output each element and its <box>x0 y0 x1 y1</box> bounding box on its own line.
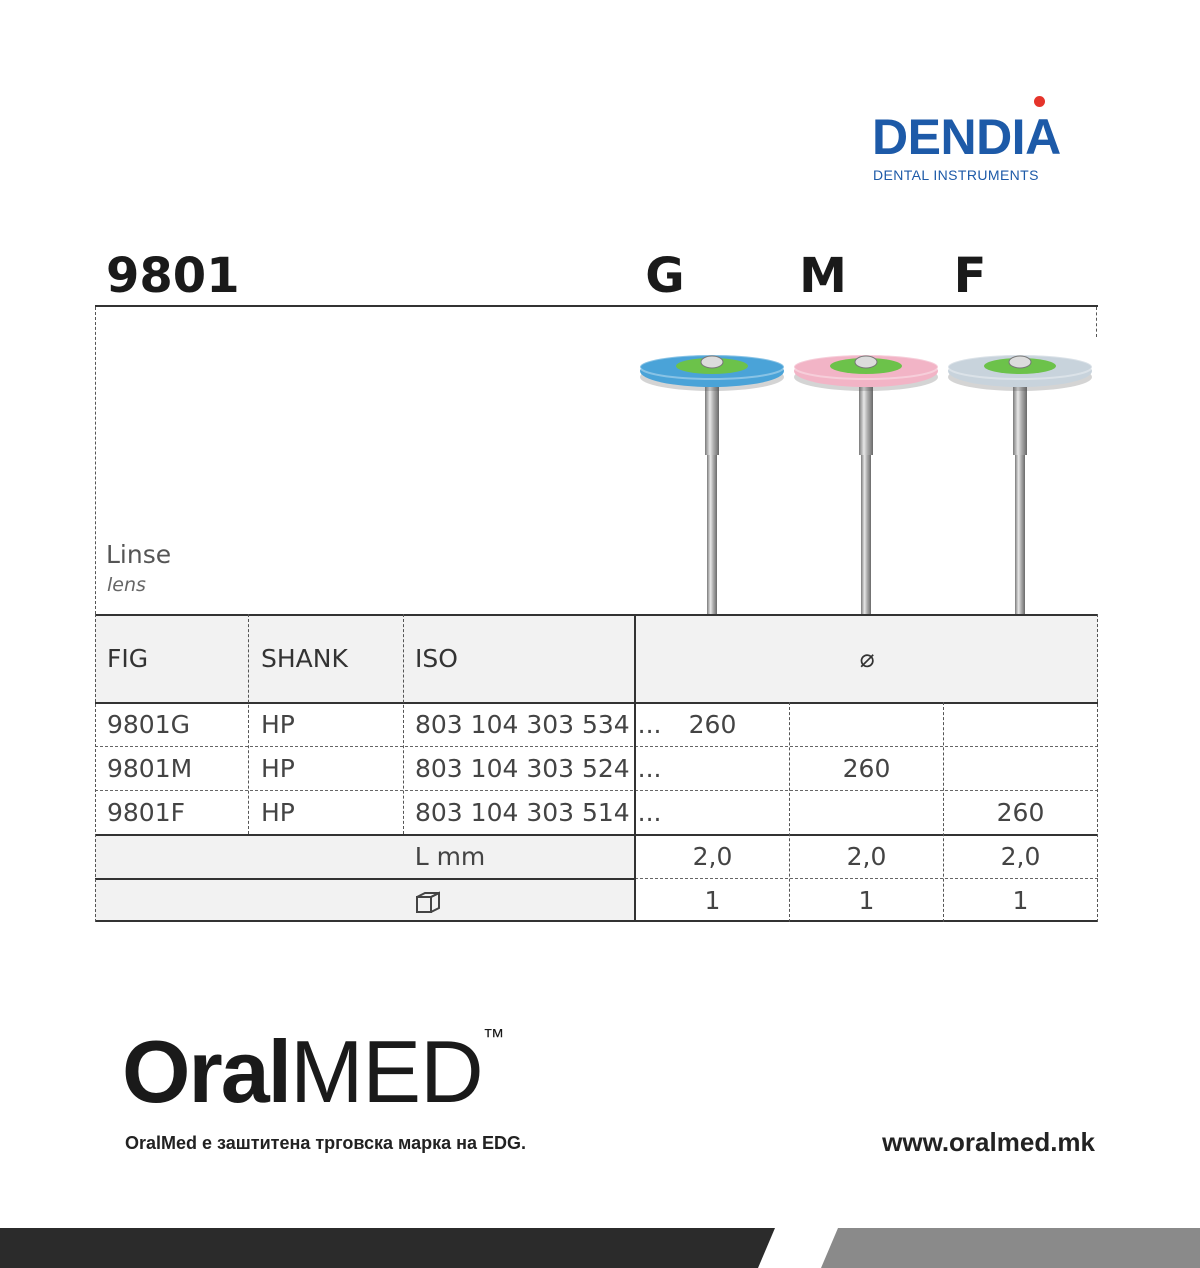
length-value-m: 2,0 <box>846 842 887 871</box>
row-iso: 803 104 303 514 ... <box>415 798 662 827</box>
pack-value-m: 1 <box>858 886 875 915</box>
grade-medium: M <box>799 248 847 304</box>
pack-value-f: 1 <box>1012 886 1029 915</box>
product-figure-number: 9801 <box>106 248 240 304</box>
mandrel-neck <box>1013 385 1027 455</box>
header-bottom-rule <box>95 702 1098 704</box>
column-divider <box>95 614 96 922</box>
table-bottom-rule <box>95 920 1098 922</box>
mandrel-neck <box>859 385 873 455</box>
trademark-notice: OralMed е заштитена трговска марка на EDG. <box>125 1133 527 1153</box>
length-value-g: 2,0 <box>692 842 733 871</box>
website-link[interactable]: www.oralmed.mk <box>882 1127 1095 1157</box>
shape-name-german: Linse <box>106 540 172 569</box>
row-divider <box>95 746 1098 747</box>
package-box-icon <box>414 888 442 916</box>
row-shank: HP <box>261 754 295 783</box>
column-divider <box>403 614 404 834</box>
row-shank: HP <box>261 710 295 739</box>
pack-value-g: 1 <box>704 886 721 915</box>
header-fig: FIG <box>107 644 149 673</box>
dendia-logo: DENDIA <box>872 109 1061 165</box>
grade-fine: F <box>953 248 987 304</box>
length-value-f: 2,0 <box>1000 842 1041 871</box>
row-fig: 9801F <box>107 798 186 827</box>
specification-table <box>95 614 1098 922</box>
oralmed-logo <box>122 1022 505 1121</box>
grade-coarse: G <box>645 248 685 304</box>
header-iso: ISO <box>415 644 458 673</box>
column-divider <box>248 614 249 834</box>
length-label-text: L mm <box>414 842 486 871</box>
mandrel-neck <box>705 385 719 455</box>
row-fig: 9801M <box>107 754 193 783</box>
header-shank: SHANK <box>261 644 348 673</box>
footer-bar-dark <box>0 1228 775 1268</box>
row-divider <box>95 790 1098 791</box>
row-shank: HP <box>261 798 295 827</box>
mandrel-screw <box>701 356 723 368</box>
footer-bar-grey <box>821 1228 1200 1268</box>
trademark-symbol: ™ <box>482 1024 505 1049</box>
mandrel-screw <box>855 356 877 368</box>
length-bottom-rule <box>95 878 635 880</box>
oralmed-logo-light: MED <box>290 1022 483 1121</box>
header-diameter: ⌀ <box>858 644 875 673</box>
mandrel-screw <box>1009 356 1031 368</box>
length-divider <box>635 878 1098 879</box>
table-top-rule <box>95 614 1098 616</box>
row-iso: 803 104 303 534 ... <box>415 710 662 739</box>
footer-bars <box>0 1228 1200 1268</box>
shape-name-english: lens <box>107 574 146 596</box>
row-fig: 9801G <box>107 710 190 739</box>
row-diameter-value: 260 <box>842 754 891 783</box>
row-iso: 803 104 303 524 ... <box>415 754 662 783</box>
row-diameter-value: 260 <box>996 798 1045 827</box>
dendia-tagline: DENTAL INSTRUMENTS <box>873 167 1039 183</box>
row-diameter-value: 260 <box>688 710 737 739</box>
oralmed-logo-bold: Oral <box>122 1022 291 1121</box>
rows-bottom-rule <box>95 834 1098 836</box>
